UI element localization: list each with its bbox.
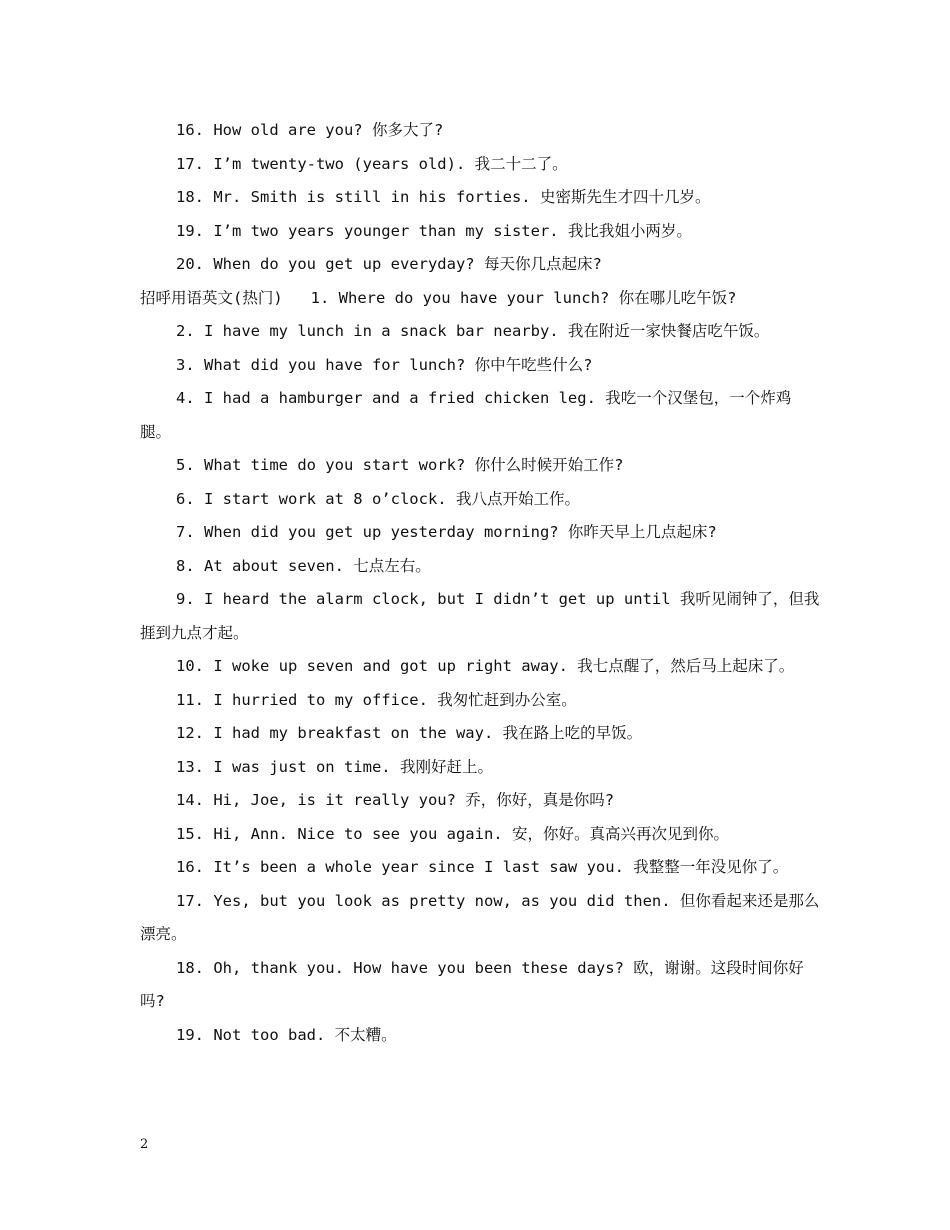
text-line: 招呼用语英文(热门) 1. Where do you have your lunch? 你在哪儿吃午饭? — [140, 288, 737, 307]
text-line: 6. I start work at 8 o’clock. 我八点开始工作。 — [176, 489, 580, 508]
text-line: 17. I’m twenty-two (years old). 我二十二了。 — [176, 154, 568, 173]
text-line: 17. Yes, but you look as pretty now, as you did then. 但你看起来还是那么漂亮。 — [140, 891, 820, 943]
text-line: 15. Hi, Ann. Nice to see you again. 安，你好。真高兴再次见到你。 — [176, 824, 729, 843]
text-line: 20. When do you get up everyday? 每天你几点起床? — [176, 255, 602, 273]
text-line: 5. What time do you start work? 你什么时候开始工作? — [176, 456, 624, 474]
text-line: 9. I heard the alarm clock, but I didn’t get up until 我听见闹钟了，但我捱到九点才起。 — [140, 590, 820, 642]
text-line: 2. I have my lunch in a snack bar nearby. 我在附近一家快餐店吃午饭。 — [176, 322, 770, 340]
text-line: 18. Mr. Smith is still in his forties. 史密斯先生才四十几岁。 — [176, 188, 711, 206]
page-number: 2 — [140, 1137, 149, 1152]
text-line: 10. I woke up seven and got up right away. 我七点醒了，然后马上起床了。 — [176, 657, 795, 675]
text-line: 18. Oh, thank you. How have you been these days? 欧，谢谢。这段时间你好吗? — [140, 958, 804, 1010]
text-line: 7. When did you get up yesterday morning? 你昨天早上几点起床? — [176, 523, 717, 541]
text-line: 11. I hurried to my office. 我匆忙赶到办公室。 — [176, 690, 577, 709]
text-line: 16. How old are you? 你多大了? — [176, 121, 444, 139]
document-body — [140, 114, 820, 1052]
text-line: 4. I had a hamburger and a fried chicken leg. 我吃一个汉堡包，一个炸鸡腿。 — [140, 389, 792, 441]
text-line: 8. At about seven. 七点左右。 — [176, 556, 431, 575]
text-line: 19. I’m two years younger than my sister. 我比我姐小两岁。 — [176, 221, 692, 240]
text-line: 14. Hi, Joe, is it really you? 乔，你好，真是你吗? — [176, 791, 615, 809]
text-line: 19. Not too bad. 不太糟。 — [176, 1025, 397, 1044]
text-line: 13. I was just on time. 我刚好赶上。 — [176, 757, 493, 776]
text-line: 12. I had my breakfast on the way. 我在路上吃的早饭。 — [176, 724, 643, 742]
text-line: 16. It’s been a whole year since I last saw you. 我整整一年没见你了。 — [176, 858, 789, 876]
text-line: 3. What did you have for lunch? 你中午吃些什么? — [176, 355, 593, 374]
